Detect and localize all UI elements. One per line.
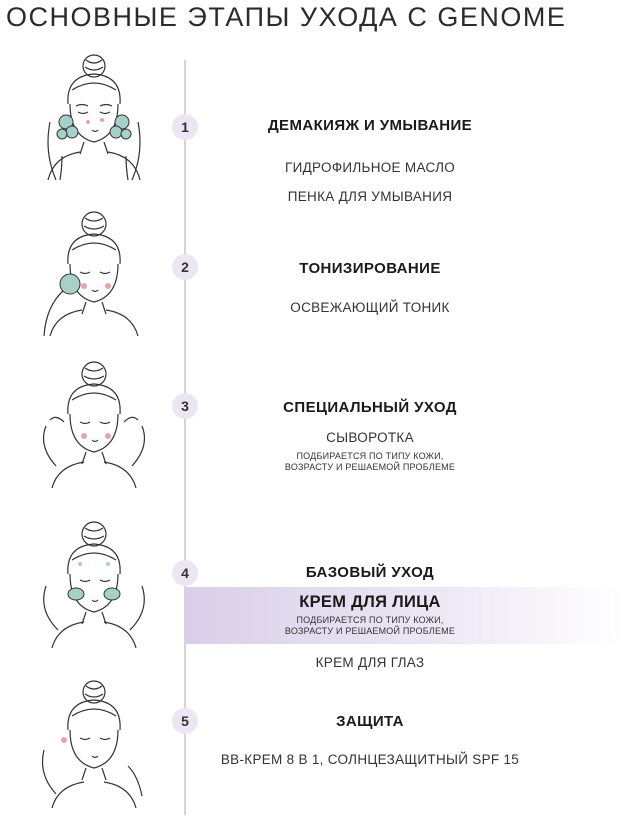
step-4-item-1: КРЕМ ДЛЯ ГЛАЗ: [315, 655, 425, 670]
woman-applying-sunscreen-icon: [28, 680, 160, 808]
step-4-highlight: КРЕМ ДЛЯ ЛИЦА: [299, 593, 441, 611]
step-number-1: 1: [172, 114, 198, 140]
woman-applying-cream-icon: [28, 520, 160, 648]
step-4-note-line-1: ПОДБИРАЕТСЯ ПО ТИПУ КОЖИ,: [296, 615, 444, 625]
step-3-item-1: СЫВОРОТКА: [326, 430, 414, 445]
step-3-note-line-1: ПОДБИРАЕТСЯ ПО ТИПУ КОЖИ,: [296, 451, 444, 461]
woman-washing-face-icon: [28, 52, 160, 180]
step-title-1: ДЕМАКИЯЖ И УМЫВАНИЕ: [267, 117, 473, 134]
woman-touching-face-icon: [28, 360, 160, 488]
step-title-4: БАЗОВЫЙ УХОД: [305, 564, 435, 581]
step-1-item-2: ПЕНКА ДЛЯ УМЫВАНИЯ: [287, 189, 453, 204]
step-title-2: ТОНИЗИРОВАНИЕ: [299, 260, 441, 277]
step-3-note-line-2: ВОЗРАСТУ И РЕШАЕМОЙ ПРОБЛЕМЕ: [284, 462, 456, 472]
step-number-3: 3: [172, 393, 198, 419]
step-2-item-1: ОСВЕЖАЮЩИЙ ТОНИК: [290, 300, 450, 315]
timeline-line: [184, 60, 186, 815]
step-number-5: 5: [172, 708, 198, 734]
step-5-item-1: BB-КРЕМ 8 В 1, СОЛНЦЕЗАЩИТНЫЙ SPF 15: [220, 752, 520, 767]
step-title-5: ЗАЩИТА: [336, 713, 404, 730]
step-4-note-line-2: ВОЗРАСТУ И РЕШАЕМОЙ ПРОБЛЕМЕ: [284, 626, 456, 636]
woman-applying-toner-pad-icon: [28, 208, 160, 336]
step-1-item-1: ГИДРОФИЛЬНОЕ МАСЛО: [284, 160, 456, 175]
step-title-3: СПЕЦИАЛЬНЫЙ УХОД: [283, 399, 457, 416]
step-number-2: 2: [172, 254, 198, 280]
page-title: ОСНОВНЫЕ ЭТАПЫ УХОДА С GENOME: [6, 2, 567, 32]
step-number-4: 4: [172, 560, 198, 586]
